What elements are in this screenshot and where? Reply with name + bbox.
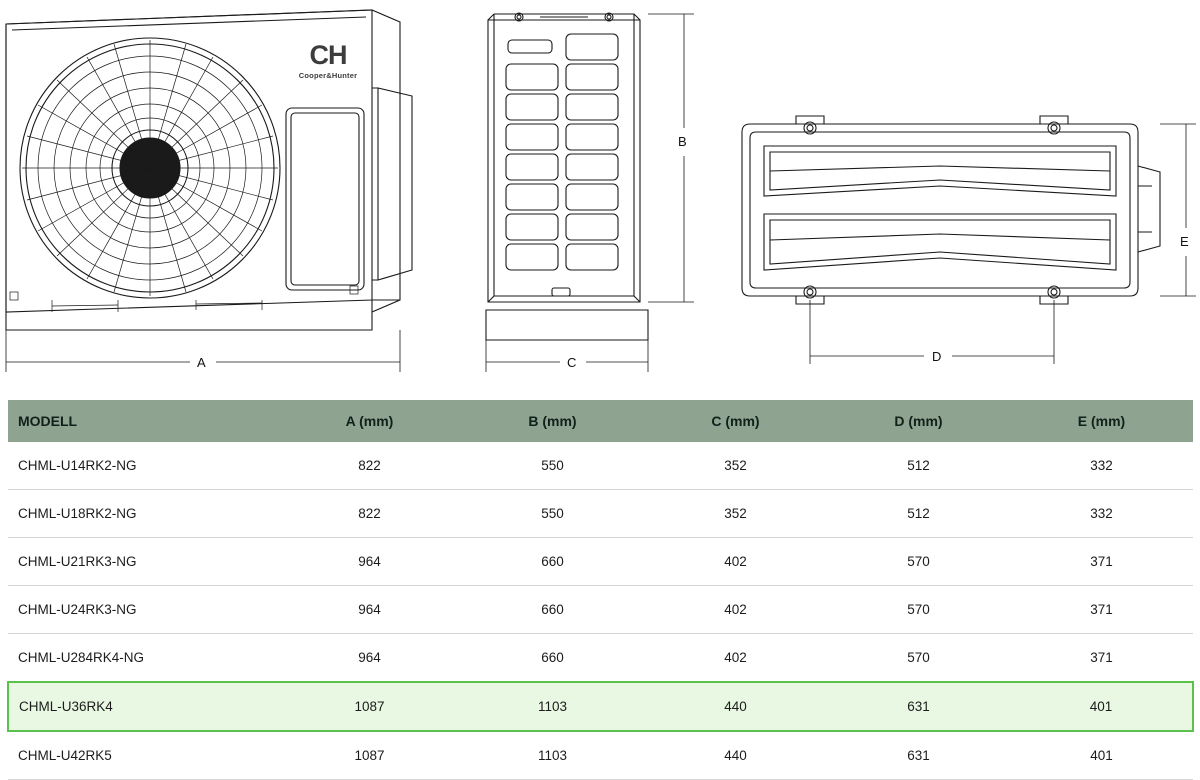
table-row <box>8 634 1193 683</box>
column-header-b: B (mm) <box>461 400 644 442</box>
cell-d: 570 <box>827 586 1010 634</box>
cell-model: CHML-U36RK4 <box>8 682 278 731</box>
column-header-model: MODELL <box>8 400 278 442</box>
table-row <box>8 731 1193 780</box>
cell-a: 964 <box>278 538 461 586</box>
fan-grille <box>22 40 278 296</box>
logo-subtitle: Cooper&Hunter <box>298 71 358 80</box>
cell-a: 822 <box>278 442 461 490</box>
table-header-row <box>8 400 1193 442</box>
dimension-label-b: B <box>678 134 687 149</box>
cell-a: 1087 <box>278 731 461 780</box>
dimension-label-e: E <box>1180 234 1189 249</box>
table-row <box>8 442 1193 490</box>
cell-a: 822 <box>278 490 461 538</box>
logo-mark: CH <box>309 40 347 70</box>
side-view <box>486 13 648 340</box>
cell-d: 631 <box>827 731 1010 780</box>
cell-c: 352 <box>644 442 827 490</box>
cell-b: 550 <box>461 490 644 538</box>
cell-d: 570 <box>827 538 1010 586</box>
cell-d: 512 <box>827 442 1010 490</box>
column-header-a: A (mm) <box>278 400 461 442</box>
column-header-c: C (mm) <box>644 400 827 442</box>
cell-e: 401 <box>1010 682 1193 731</box>
cell-c: 440 <box>644 682 827 731</box>
brand-logo <box>285 42 371 80</box>
cell-e: 332 <box>1010 442 1193 490</box>
table-body <box>8 442 1193 780</box>
cell-a: 1087 <box>278 682 461 731</box>
dimension-label-c: C <box>567 355 577 370</box>
cell-e: 371 <box>1010 634 1193 683</box>
cell-e: 401 <box>1010 731 1193 780</box>
cell-d: 570 <box>827 634 1010 683</box>
cell-e: 371 <box>1010 538 1193 586</box>
top-view <box>742 116 1160 304</box>
cell-c: 402 <box>644 586 827 634</box>
dimension-label-a: A <box>197 355 206 370</box>
cell-b: 660 <box>461 634 644 683</box>
cell-b: 550 <box>461 442 644 490</box>
cell-b: 660 <box>461 538 644 586</box>
cell-e: 332 <box>1010 490 1193 538</box>
cell-b: 660 <box>461 586 644 634</box>
cell-c: 402 <box>644 634 827 683</box>
cell-b: 1103 <box>461 731 644 780</box>
column-header-e: E (mm) <box>1010 400 1193 442</box>
cell-model: CHML-U21RK3-NG <box>8 538 278 586</box>
table-row-selected[interactable] <box>8 682 1193 731</box>
dimensions-table <box>7 400 1194 780</box>
cell-a: 964 <box>278 634 461 683</box>
dimension-lines <box>6 14 1196 372</box>
cell-model: CHML-U42RK5 <box>8 731 278 780</box>
cell-c: 402 <box>644 538 827 586</box>
table-row <box>8 538 1193 586</box>
cell-e: 371 <box>1010 586 1193 634</box>
cell-d: 631 <box>827 682 1010 731</box>
table-row <box>8 490 1193 538</box>
cell-a: 964 <box>278 586 461 634</box>
cell-c: 352 <box>644 490 827 538</box>
cell-d: 512 <box>827 490 1010 538</box>
dimension-label-d: D <box>932 349 942 364</box>
cell-b: 1103 <box>461 682 644 731</box>
cell-model: CHML-U284RK4-NG <box>8 634 278 683</box>
column-header-d: D (mm) <box>827 400 1010 442</box>
table-row <box>8 586 1193 634</box>
cell-c: 440 <box>644 731 827 780</box>
cell-model: CHML-U14RK2-NG <box>8 442 278 490</box>
cell-model: CHML-U18RK2-NG <box>8 490 278 538</box>
cell-model: CHML-U24RK3-NG <box>8 586 278 634</box>
